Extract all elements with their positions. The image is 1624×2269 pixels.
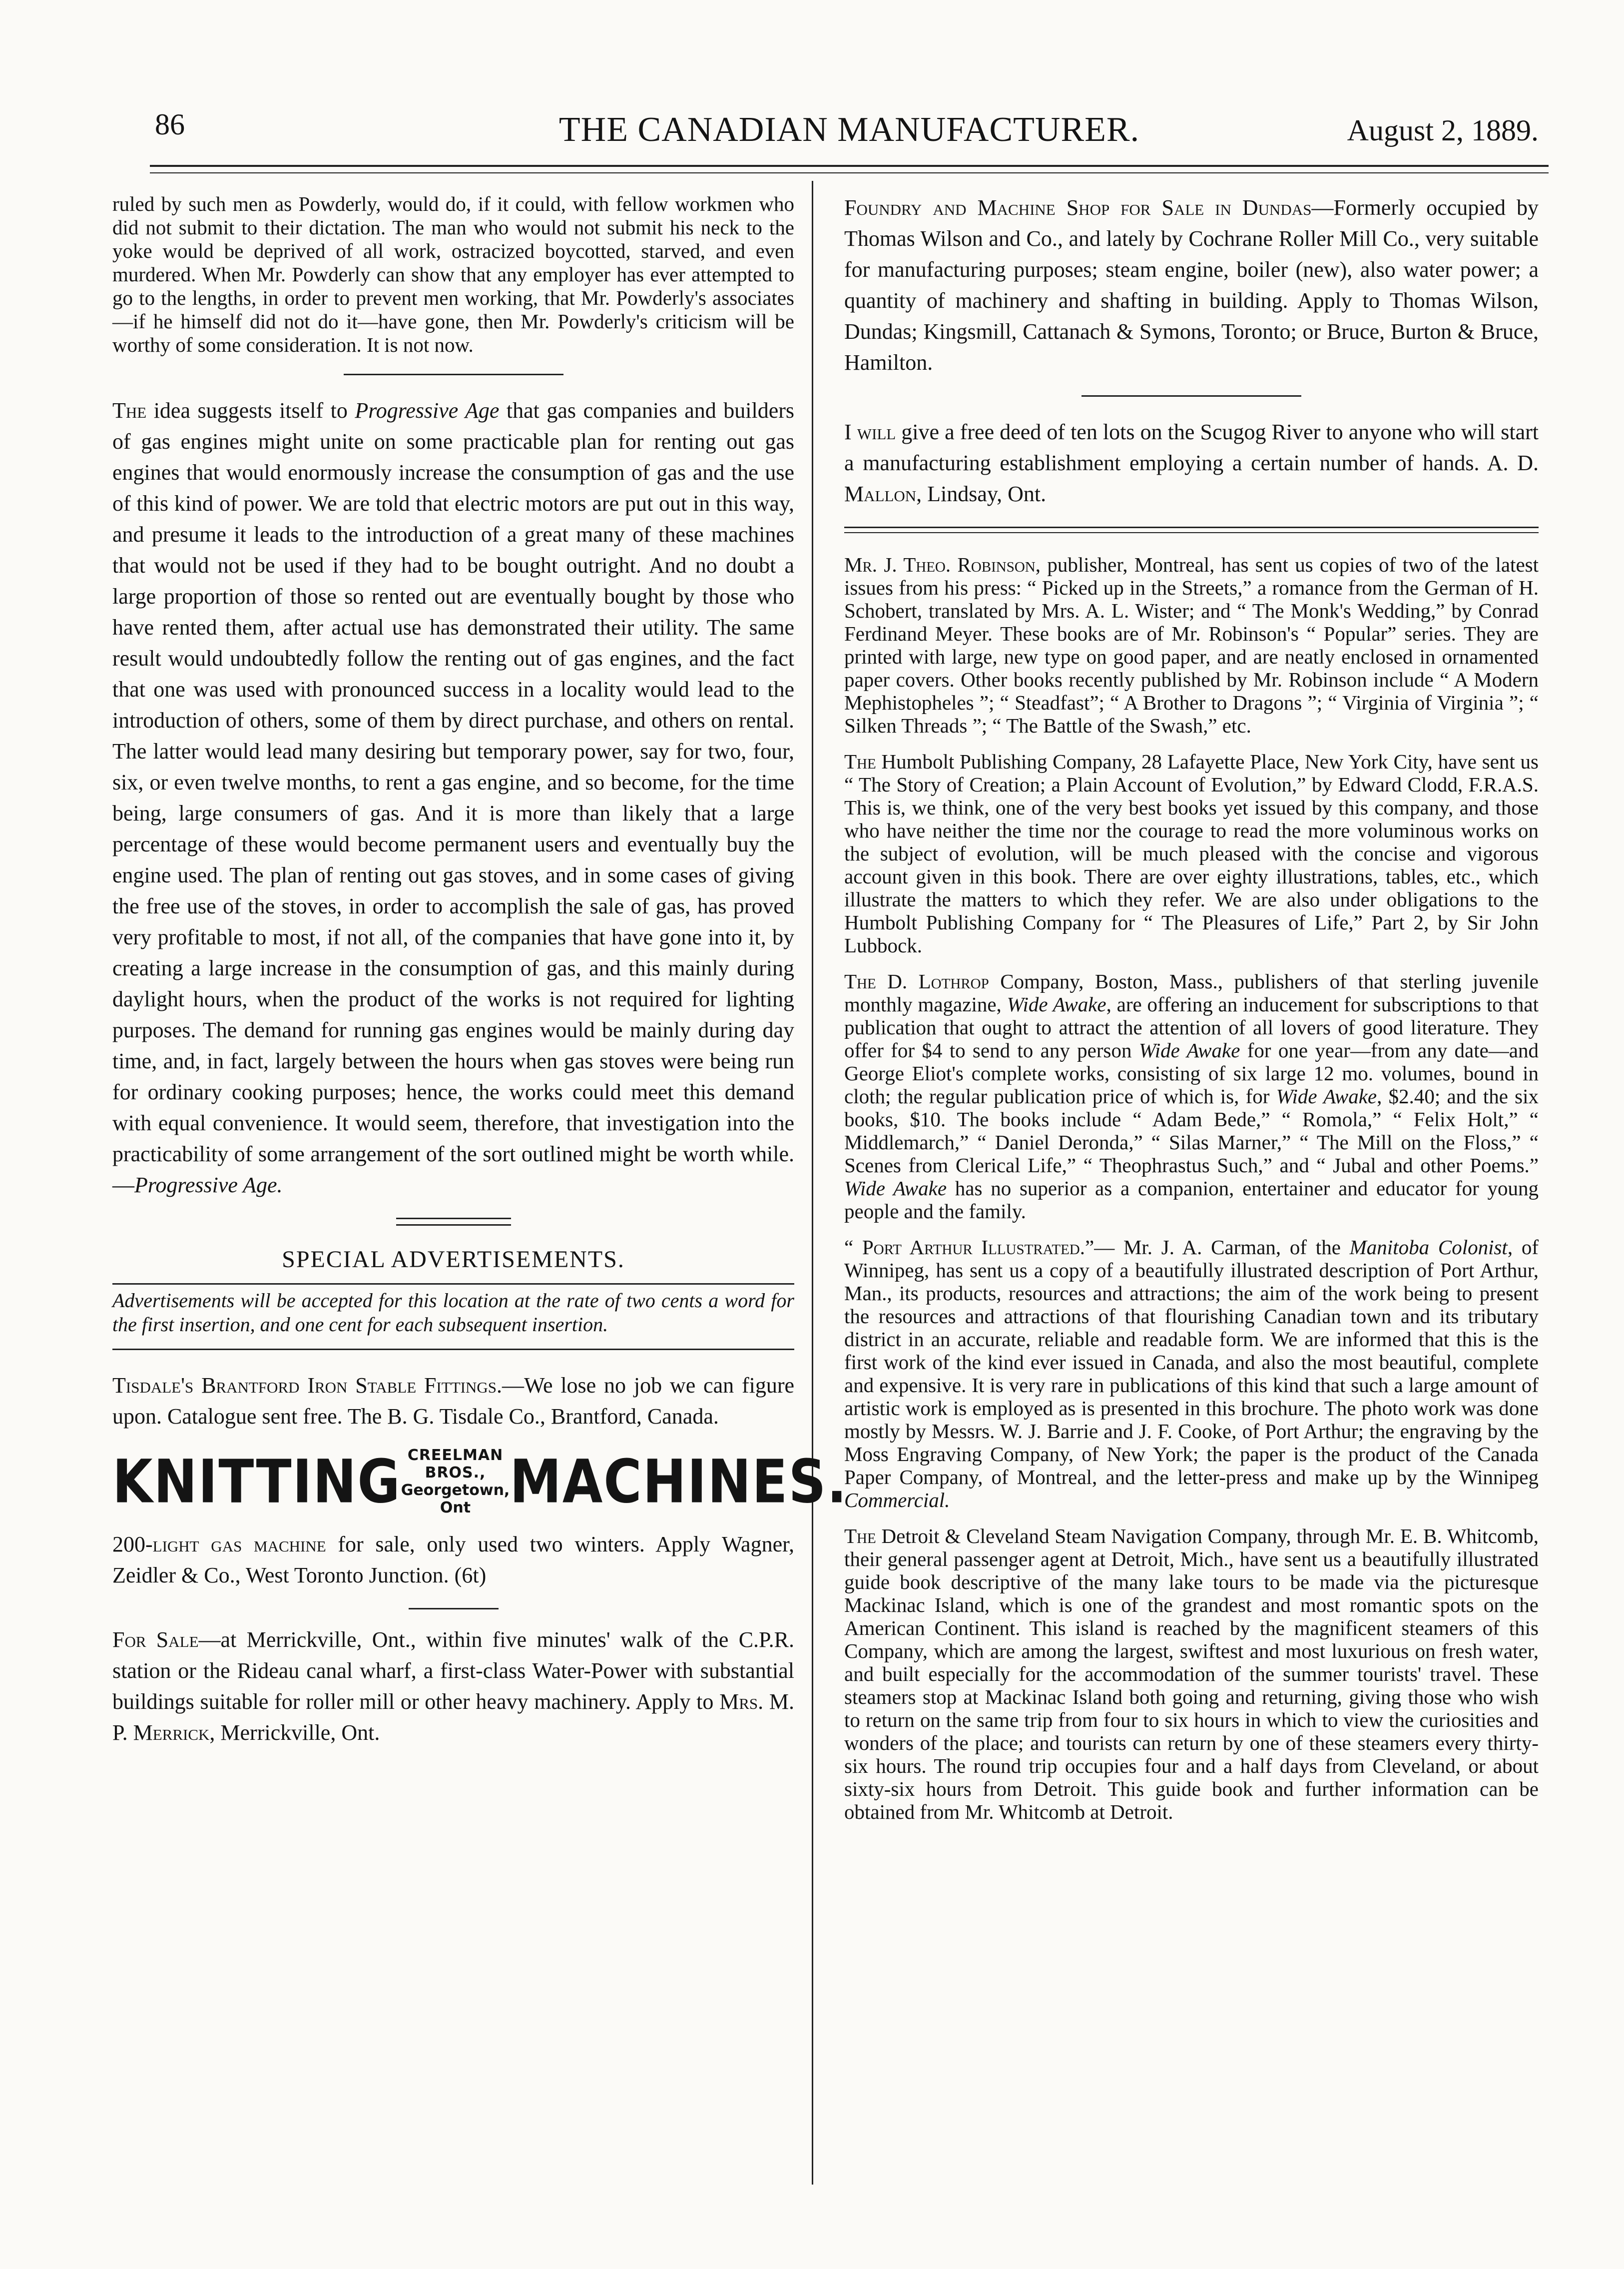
advertiser-name: CREELMAN BROS., — [407, 1447, 504, 1482]
knitting-word: KNITTING — [112, 1446, 401, 1517]
ad-tisdale: Tisdale's Brantford Iron Stable Fittings.—We lose no job we can figure upon. Catalogue sent free. The B. G. Tisdale Co., Brantford, Canada. — [112, 1373, 794, 1429]
ad-merrickville: For Sale—at Merrickville, Ont., within five minutes' walk of the C.P.R. station or the Rideau canal wharf, a first-class Water-Power with substantial buildings suitable for roller mill or other heavy machinery. Apply to Mrs. M. P. Merrick, Merrickville, Ont. — [112, 1627, 794, 1745]
publication-title: THE CANADIAN MANUFACTURER. — [558, 110, 1140, 149]
machines-word: MACHINES. — [510, 1446, 848, 1517]
section-heading: SPECIAL ADVERTISEMENTS. — [282, 1246, 625, 1273]
page-header — [150, 107, 1549, 157]
article-lead: The — [112, 398, 147, 423]
ad-free-deed: I will give a free deed of ten lots on the Scugog River to anyone who will start a manufacturing establishment employing a certain number of hands. A. D. Mallon, Lindsay, Ont. — [844, 420, 1539, 506]
source-citation: Progressive Age. — [134, 1173, 283, 1197]
header-rule-thin — [150, 172, 1549, 173]
note-port-arthur: “ Port Arthur Illustrated.”— Mr. J. A. Carman, of the Manitoba Colonist, of Winnipeg, has sent us a copy of a beautifully illustrated description of Port Arthur, Man., its products, resources and attractions; the aim of the work being to present the resources and attractions of that flourishing Canadian town and its tributary district in an accurate, reliable and readable form. We are informed that this is the first work of the kind ever issued in Canada, and also the most beautiful, complete and expensive. It is very rare in publications of this kind that such a large amount of artistic work is employed as is presented in this brochure. The photo work was done mostly by Messrs. W. J. Barrie and J. F. Cooke, of Port Arthur; the engraving by the Moss Engraving Company, of New York; the paper is the product of the Canada Paper Company, of Montreal, and the letter-press and make up by the Winnipeg Commercial. — [844, 1236, 1539, 1512]
powderly-paragraph: ruled by such men as Powderly, would do, if it could, with fellow workmen who did not submit to their dictation. The man who would not submit his neck to the yoke would be deprived of all work, ostracized boycotted, starved, and even murdered. When Mr. Powderly can show that any employer has ever attempted to go to the lengths, in order to prevent men working, that Mr. Powderly's associates—if he himself did not do it—have gone, then Mr. Powderly's criticism will be worthy of some consideration. It is not now. — [112, 192, 794, 356]
gas-engine-article: The idea suggests itself to Progressive Age that gas companies and builders of gas engines might unite on some practicable plan for renting out gas engines that would enormously increase the consumption of gas and the use of this kind of power. We are told that electric motors are put out in this way, and presume it leads to the introduction of a great many of these machines that would not be used if they had to be bought outright. And no doubt a large proportion of those so rented out are eventually bought by those who have rented them, after actual use has demonstrated their utility. The same result would undoubtedly follow the renting out of gas engines, and the fact that one was used with pronounced success in a locality would lead to the introduction of others, some of them by direct purchase, and others on rental. The latter would lead many desiring but temporary power, say for two, four, six, or even twelve months, to rent a gas engine, and so become, for the time being, large consumers of gas. And it is more than likely that a large percentage of these would become permanent users and eventually buy the engine used. The plan of renting out gas stoves, and in some cases of giving the free use of the stoves, in order to accomplish the sale of gas, has proved very profitable to most, if not all, of the companies that have gone into it, by creating a large increase in the consumption of gas, and this mainly during daylight hours, when the product of the works is not required for lighting purposes. The demand for running gas engines would be mainly during day time, and, in fact, largely between the hours when gas stoves were being run for ordinary cooking purposes; hence, the works could meet this demand with equal convenience. It would seem, therefore, that investigation into the practicability of some arrangement of the sort outlined might be worth while.—Progressive Age. — [112, 398, 795, 1197]
left-column — [112, 192, 848, 1765]
separator-rule — [344, 374, 563, 375]
page-number: 86 — [155, 108, 185, 141]
separator-rule — [1082, 395, 1301, 397]
separator-rule — [409, 1608, 499, 1609]
issue-date: August 2, 1889. — [1347, 114, 1539, 147]
source-name: Progressive Age — [355, 398, 500, 423]
advertiser-place: Georgetown, Ont — [401, 1482, 510, 1516]
double-rule — [396, 1218, 511, 1226]
ad-gas-machine: 200-light gas machine for sale, only used two winters. Apply Wagner, Zeidler & Co., West Toronto Junction. (6t) — [112, 1532, 794, 1587]
ad-knitting-machines — [112, 1446, 848, 1517]
right-column — [844, 192, 1539, 1836]
note-lothrop: The D. Lothrop Company, Boston, Mass., publishers of that sterling juvenile monthly magazine, Wide Awake, are offering an inducement for subscriptions to that publication that ought to attract the attention of all lovers of good literature. They offer for $4 to send to any person Wide Awake for one year—from any date—and George Eliot's complete works, consisting of six large 12 mo. volumes, bound in cloth; the regular publication price of which is, for Wide Awake, $2.40; and the six books, $10. The books include “ Adam Bede,” “ Romola,” “ Felix Holt,” “ Middlemarch,” “ Daniel Deronda,” “ Silas Marner,” “ The Mill on the Floss,” “ Scenes from Clerical Life,” “ Theophrastus Such,” and “ Jubal and other Poems.” Wide Awake has no superior as a companion, entertainer and educator for young people and the family. — [844, 970, 1539, 1223]
double-rule — [844, 527, 1539, 533]
note-robinson: Mr. J. Theo. Robinson, publisher, Montreal, has sent us copies of two of the latest issues from his press: “ Picked up in the Streets,” a romance from the German of H. Schobert, translated by Mrs. A. L. Wister; and “ The Monk's Wedding,” by Conrad Ferdinand Meyer. These books are of Mr. Robinson's “ Popular” series. They are printed with large, new type on good paper, and are neatly enclosed in ornamented paper covers. Other books recently published by Mr. Robinson include “ A Modern Mephistopheles ”; “ Steadfast”; “ A Brother to Dragons ”; “ Virginia of Virginia ”; “ Silken Threads ”; “ The Battle of the Swash,” etc. — [844, 553, 1539, 737]
note-humbolt: The Humbolt Publishing Company, 28 Lafayette Place, New York City, have sent us “ The Story of Creation; a Plain Account of Evolution,” by Edward Clodd, F.R.A.S. This is, we think, one of the very best books yet issued by this company, and those who have neither the time nor the courage to read the more voluminous works on the subject of evolution, will be much pleased with the concise and vigorous account given in this book. There are over eighty illustrations, tables, etc., which illustrate the matters to which they refer. We are also under obligations to the Humbolt Publishing Company for “ The Pleasures of Life,” Part 2, by Sir John Lubbock. — [844, 750, 1539, 957]
advertiser-block — [401, 1447, 510, 1516]
ad-foundry-dundas: Foundry and Machine Shop for Sale in Dundas—Formerly occupied by Thomas Wilson and Co., and lately by Cochrane Roller Mill Co., very suitable for manufacturing purposes; steam engine, boiler (new), also water power; a quantity of machinery and shafting in building. Apply to Thomas Wilson, Dundas; Kingsmill, Cattanach & Symons, Toronto; or Bruce, Burton & Bruce, Hamilton. — [844, 195, 1539, 375]
header-rule — [150, 165, 1549, 167]
column-divider — [812, 181, 813, 2185]
advertising-rate-note: Advertisements will be accepted for this location at the rate of two cents a word for the first insertion, and one cent for each subsequent insertion. — [112, 1283, 794, 1350]
note-detroit-cleveland: The Detroit & Cleveland Steam Navigation Company, through Mr. E. B. Whitcomb, their general passenger agent at Detroit, Mich., have sent us a beautifully illustrated guide book descriptive of the many lake tours to be made via the picturesque Mackinac Island, which is one of the grandest and most romantic spots on the American Continent. This island is reached by the magnificent steamers of this Company, which are among the largest, swiftest and most luxurious on fresh water, and built especially for the accommodation of the summer tourists' travel. These steamers stop at Mackinac Island both going and returning, giving those who wish to return on the same trip from four to six hours in which to view the curiosities and wonders of the place; and tourists can return by one of these steamers every thirty-six hours. The round trip occupies four and a half days from Cleveland, or about sixty-six hours from Detroit. This guide book and further information can be obtained from Mr. Whitcomb at Detroit. — [844, 1524, 1539, 1823]
